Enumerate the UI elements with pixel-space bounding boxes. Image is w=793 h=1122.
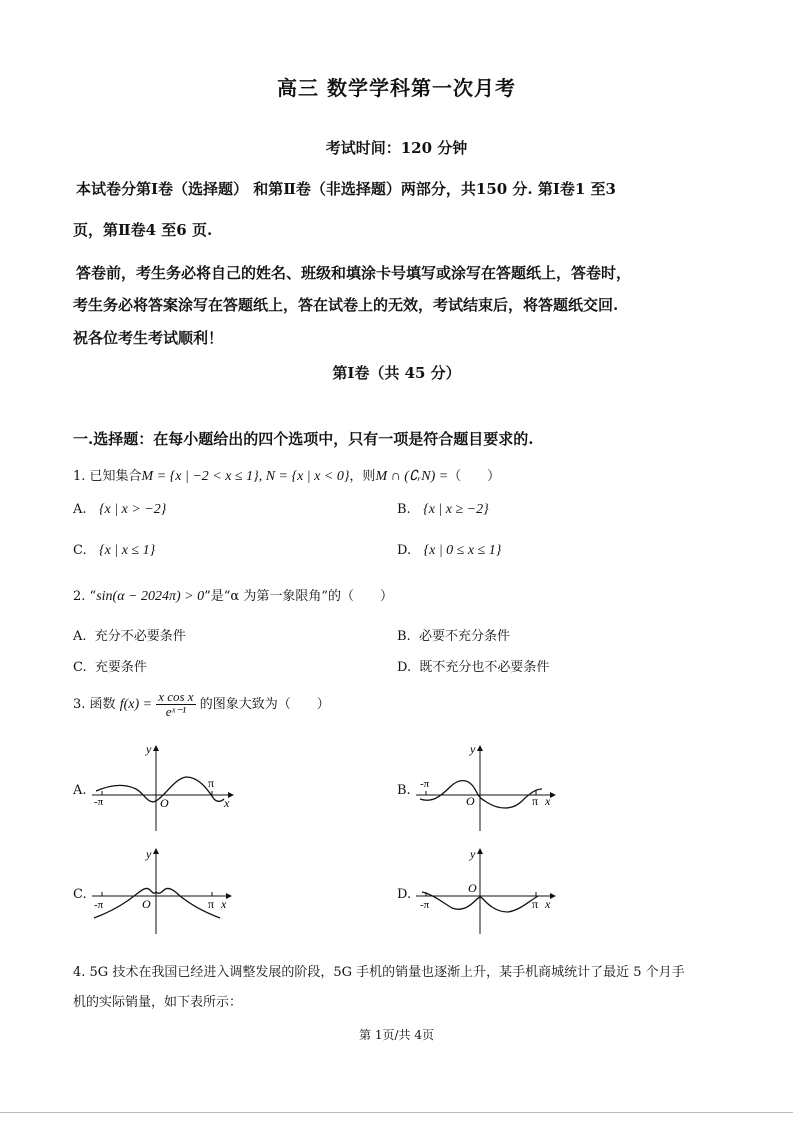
option-text: {x | x > −2} — [98, 502, 167, 517]
fraction-denominator: eˣ⁻¹ — [165, 704, 186, 719]
question-3-suffix: 的图象大致为（ ） — [199, 697, 330, 712]
pi-label: π — [532, 794, 539, 808]
x-label: x — [545, 897, 551, 911]
x-label: x — [221, 897, 227, 911]
question-3-fraction — [156, 690, 195, 719]
q1-option-b[interactable] — [397, 502, 489, 518]
intro-line-2: 页，第Ⅱ卷4 至6 页. — [73, 221, 213, 239]
question-2 — [73, 585, 393, 605]
question-1-expression: M ∩ (∁ᵣN) = — [375, 469, 449, 484]
good-luck: 祝各位考生考试顺利！ — [73, 329, 224, 347]
x-label: x — [545, 794, 551, 808]
option-label: B. — [397, 502, 411, 517]
curve — [94, 888, 220, 918]
question-3 — [73, 690, 330, 719]
question-3-prefix: 3. 函数 — [73, 697, 116, 712]
y-arrow-icon — [153, 848, 159, 854]
q3-graph-c[interactable] — [90, 846, 240, 936]
graph-a-svg — [90, 743, 240, 833]
x-label: x — [224, 796, 230, 810]
option-text: {x | x ≥ −2} — [423, 502, 489, 517]
q3-graph-d[interactable] — [414, 846, 564, 936]
graph-d-svg — [414, 846, 564, 936]
q3-option-d-label[interactable]: D. — [397, 887, 412, 902]
intro-line-1: 本试卷分第Ⅰ卷（选择题） 和第Ⅱ卷（非选择题）两部分，共150 分. 第Ⅰ卷1 至3 — [76, 180, 616, 198]
question-1-sets: M = {x | −2 < x ≤ 1}, N = {x | x < 0} — [141, 469, 350, 484]
page-title: 高三 数学学科第一次月考 — [277, 76, 516, 100]
question-1-middle: ，则 — [349, 469, 376, 484]
x-arrow-icon — [226, 893, 232, 899]
y-label: y — [470, 847, 476, 861]
option-text: {x | 0 ≤ x ≤ 1} — [423, 543, 502, 558]
q3-option-c-label[interactable]: C. — [73, 887, 87, 902]
pi-label: π — [208, 897, 215, 911]
q3-option-a-label[interactable]: A. — [73, 783, 87, 798]
instructions-line-2: 考生务必将答案涂写在答题纸上，答在试卷上的无效，考试结束后，将答题纸交回. — [73, 296, 619, 314]
option-label: C. — [73, 543, 87, 558]
option-label: B. — [397, 629, 411, 644]
part-1-title: 第Ⅰ卷（共 45 分） — [332, 364, 461, 382]
option-label: A. — [73, 629, 87, 644]
origin-label: O — [466, 794, 475, 808]
neg-pi-label: -π — [420, 778, 430, 790]
y-label: y — [470, 743, 476, 756]
q1-option-d[interactable] — [397, 543, 501, 559]
q2-option-c[interactable] — [73, 656, 147, 675]
bottom-divider — [0, 1112, 793, 1113]
option-label: D. — [397, 543, 412, 558]
y-arrow-icon — [477, 745, 483, 751]
q3-graph-b[interactable] — [414, 743, 564, 833]
question-1-paren: （ ） — [448, 469, 501, 484]
y-arrow-icon — [153, 745, 159, 751]
option-text: 既不充分也不必要条件 — [419, 660, 550, 675]
neg-pi-label: -π — [420, 899, 430, 911]
question-2-prefix: 2. “ — [73, 589, 97, 604]
question-1 — [73, 465, 500, 485]
question-3-function: f(x) = — [119, 697, 153, 712]
option-text: 必要不充分条件 — [418, 629, 510, 644]
pi-label: π — [208, 776, 215, 790]
question-4-line-1: 4. 5G 技术在我国已经进入调整发展的阶段，5G 手机的销量也逐渐上升，某手机商城统计了最近 5 个月手 — [73, 965, 685, 980]
fraction-numerator: x cos x — [158, 689, 194, 704]
q1-option-a[interactable] — [73, 502, 166, 518]
x-arrow-icon — [550, 792, 556, 798]
exam-time: 考试时间：120 分钟 — [325, 139, 468, 157]
origin-label: O — [142, 897, 151, 911]
curve — [420, 781, 542, 808]
option-text: {x | x ≤ 1} — [99, 543, 156, 558]
neg-pi-label: -π — [94, 899, 104, 911]
q2-option-d[interactable] — [397, 656, 549, 675]
option-text: 充要条件 — [94, 660, 147, 675]
instructions-line-1: 答卷前，考生务必将自己的姓名、班级和填涂卡号填写或涂写在答题纸上，答卷时， — [76, 264, 632, 282]
page-footer: 第 1页/共 4页 — [359, 1028, 434, 1042]
section-1-title: 一.选择题：在每小题给出的四个选项中，只有一项是符合题目要求的. — [73, 430, 534, 448]
question-1-prefix: 1. 已知集合 — [73, 469, 142, 484]
neg-pi-label: -π — [94, 796, 104, 808]
y-label: y — [146, 847, 152, 861]
origin-label: O — [160, 796, 169, 810]
question-2-text: ”是“α 为第一象限角”的（ ） — [204, 589, 393, 604]
question-4-line-2: 机的实际销量，如下表所示： — [73, 995, 243, 1010]
x-arrow-icon — [550, 893, 556, 899]
y-label: y — [146, 743, 152, 756]
q2-option-b[interactable] — [397, 625, 510, 644]
q2-option-a[interactable] — [73, 625, 186, 644]
option-text: 充分不必要条件 — [94, 629, 186, 644]
question-2-expression: sin(α − 2024π) > 0 — [96, 589, 205, 604]
y-arrow-icon — [477, 848, 483, 854]
origin-label: O — [468, 881, 477, 895]
q3-option-b-label[interactable]: B. — [397, 783, 411, 798]
option-label: C. — [73, 660, 87, 675]
graph-c-svg — [90, 846, 240, 936]
q3-graph-a[interactable] — [90, 743, 240, 833]
option-label: A. — [73, 502, 87, 517]
q1-option-c[interactable] — [73, 543, 155, 559]
option-label: D. — [397, 660, 412, 675]
pi-label: π — [532, 897, 539, 911]
graph-b-svg — [414, 743, 564, 833]
